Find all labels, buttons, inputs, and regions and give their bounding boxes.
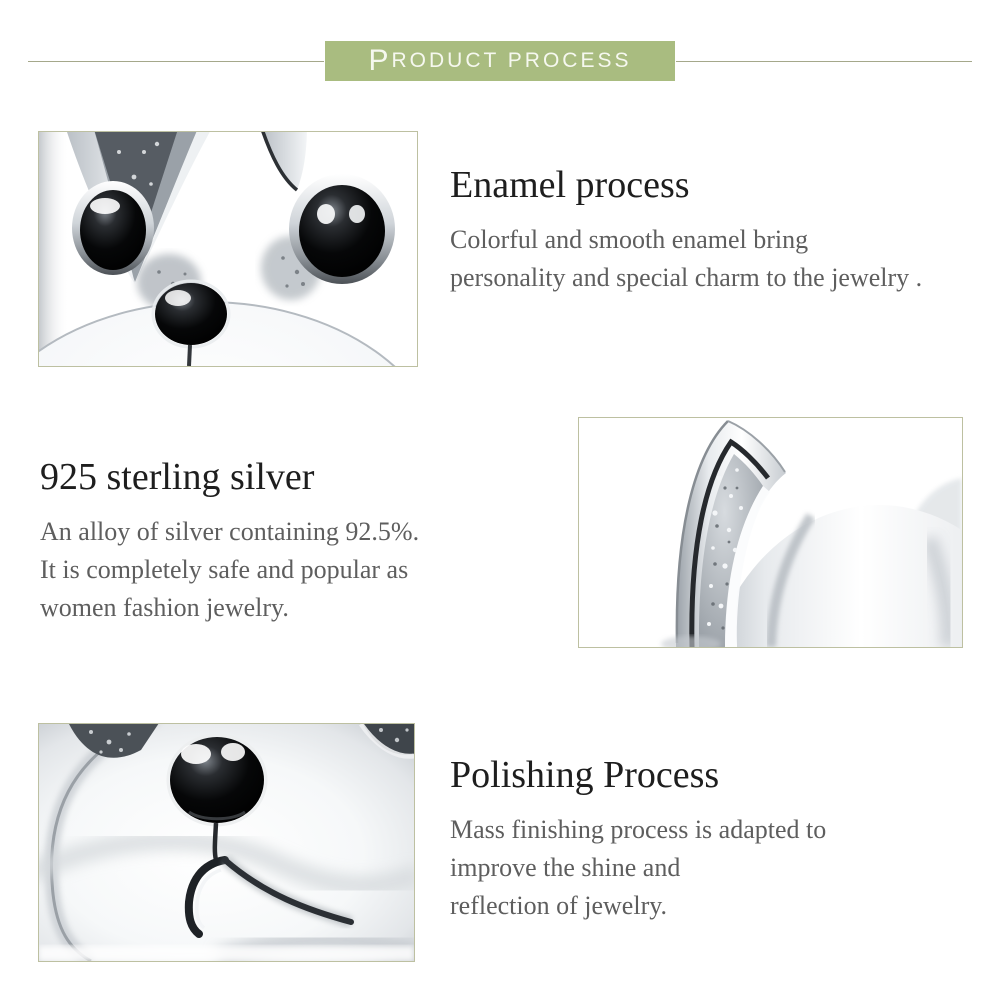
- section-body-line: women fashion jewelry.: [40, 592, 289, 622]
- section-heading-silver: 925 sterling silver: [40, 456, 315, 498]
- dog-ear-illustration: [579, 418, 962, 647]
- sterling-silver-section: [40, 456, 560, 627]
- section-body-line: Colorful and smooth enamel bring: [450, 224, 809, 254]
- dog-muzzle-illustration: [39, 724, 414, 961]
- header-rule-right: [676, 61, 972, 62]
- product-process-banner: [325, 41, 675, 81]
- dog-charm-face-image: [38, 131, 418, 367]
- dog-face-illustration: [39, 132, 417, 366]
- dog-charm-ear-image: [578, 417, 963, 648]
- section-body-line: It is completely safe and popular as: [40, 554, 409, 584]
- section-body-line: personality and special charm to the jewelry .: [450, 262, 923, 292]
- section-body-line: An alloy of silver containing 92.5%.: [40, 516, 420, 546]
- header-rule-left: [28, 61, 324, 62]
- enamel-process-section: [450, 164, 998, 297]
- section-body-line: improve the shine and: [450, 852, 681, 882]
- banner-title-initial: P: [368, 44, 392, 77]
- section-body-line: Mass finishing process is adapted to: [450, 814, 827, 844]
- section-body-line: reflection of jewelry.: [450, 890, 668, 920]
- banner-title-rest: RODUCT PROCESS: [391, 49, 632, 72]
- dog-charm-muzzle-image: [38, 723, 415, 962]
- polishing-process-section: [450, 754, 998, 925]
- section-heading-enamel: Enamel process: [450, 164, 690, 206]
- section-heading-polishing: Polishing Process: [450, 754, 720, 796]
